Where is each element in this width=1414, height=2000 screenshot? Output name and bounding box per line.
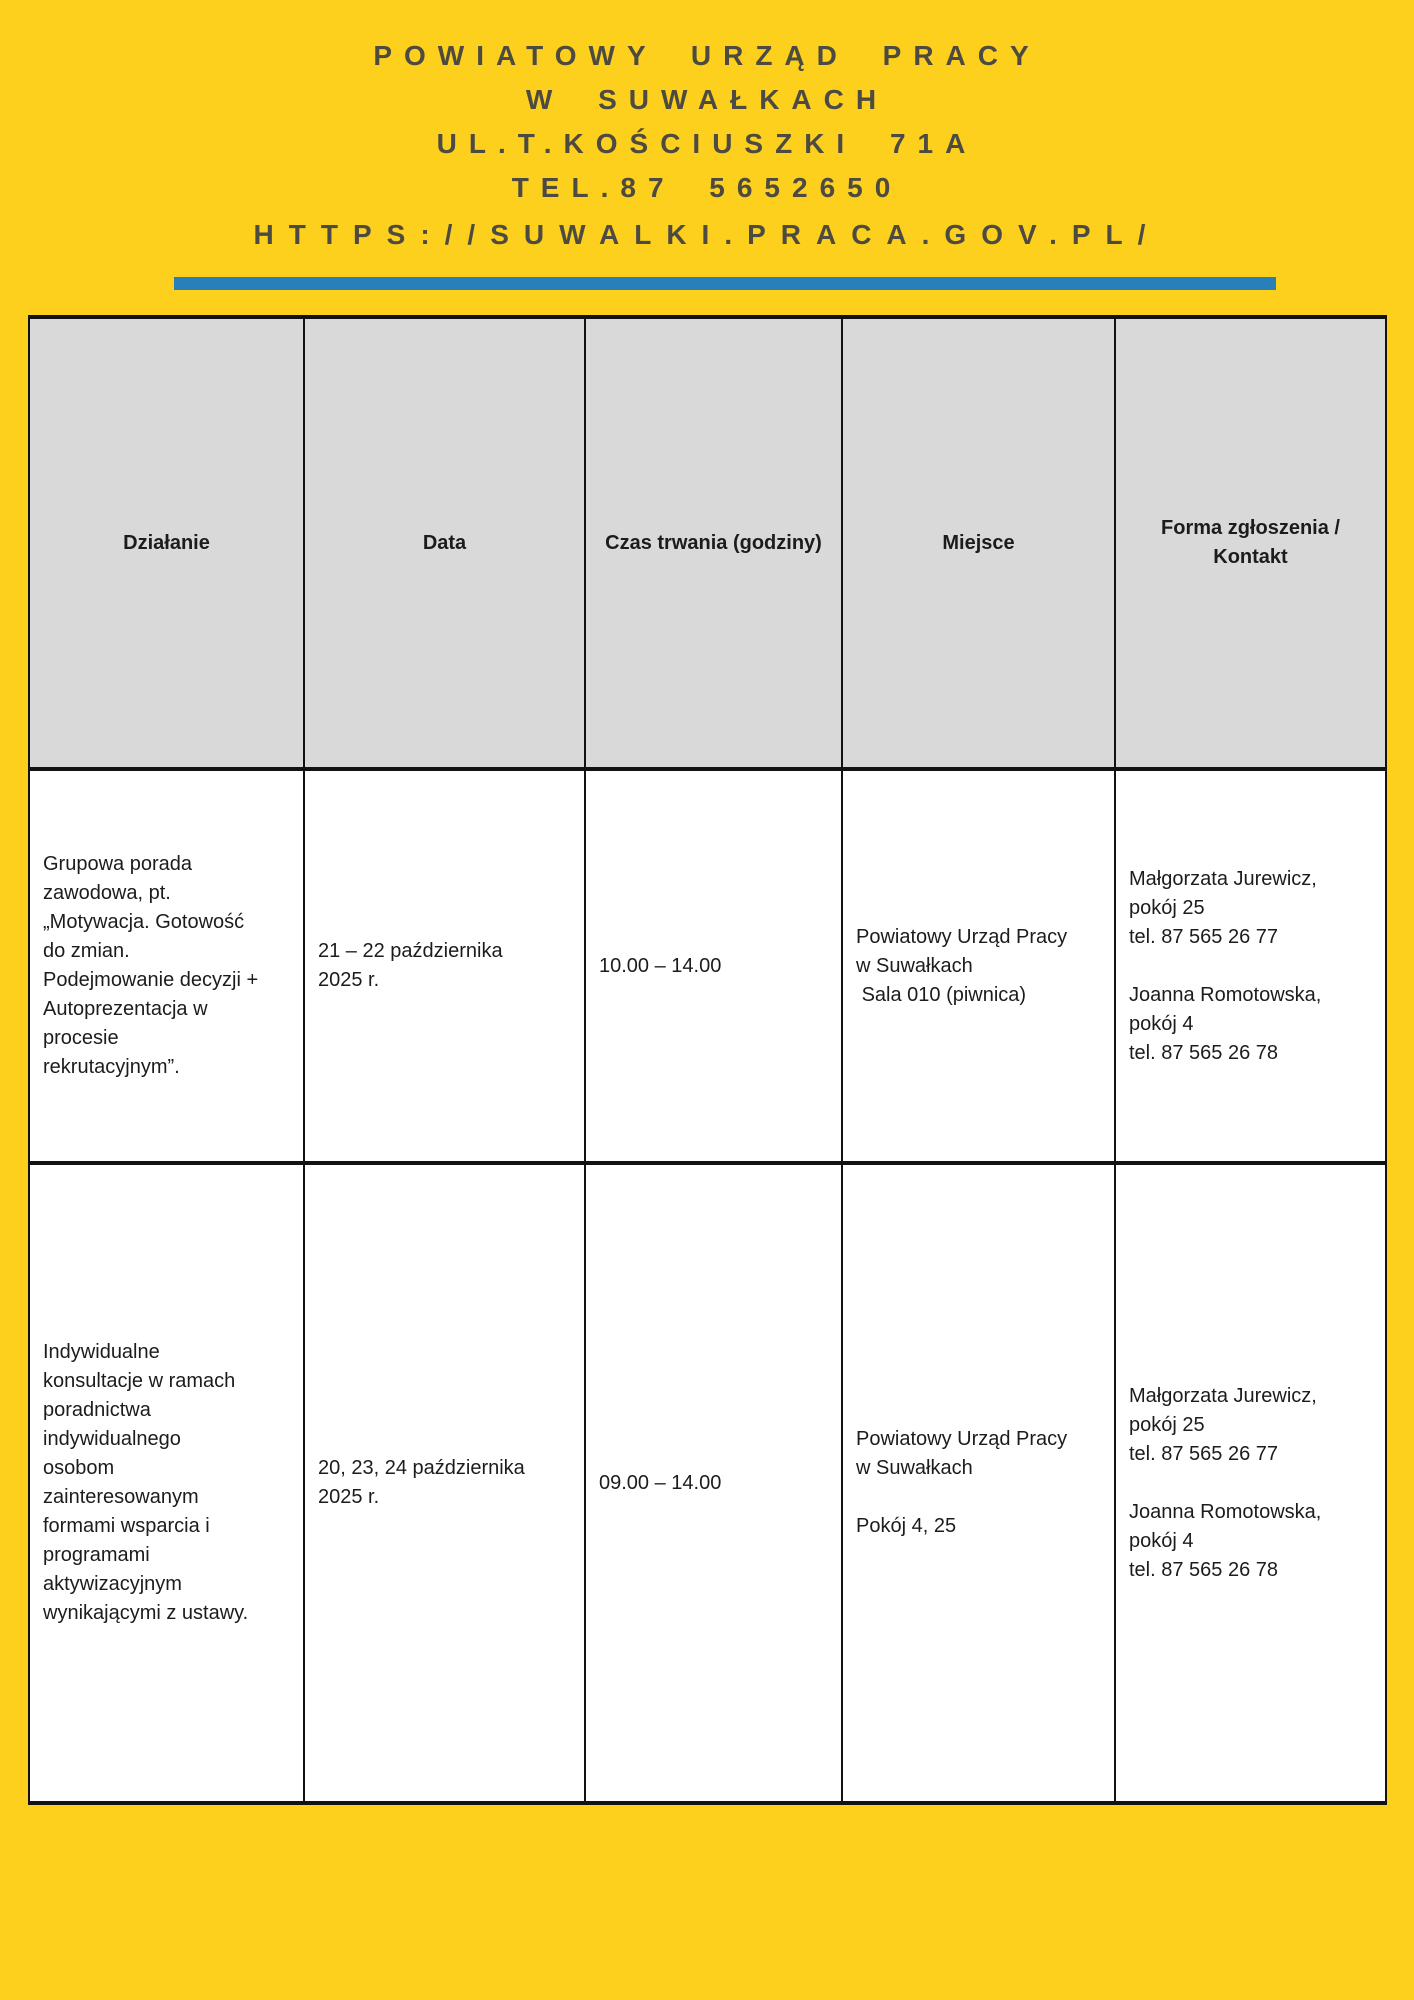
cell-action: Indywidualne konsultacje w ramach poradnictwa indywidualnego osobom zainteresowanym formami wsparcia i programami aktywizacyjnym wynikającymi z ustawy.: [29, 1163, 304, 1803]
divider-bar: [174, 277, 1276, 290]
org-name-line-2: W SUWAŁKACH: [525, 84, 889, 115]
org-name-line-1: POWIATOWY URZĄD PRACY: [373, 40, 1041, 71]
cell-time: 10.00 – 14.00: [585, 769, 842, 1163]
col-header-forma-zgloszenia-kontakt: Forma zgłoszenia / Kontakt: [1115, 317, 1386, 769]
cell-action: Grupowa porada zawodowa, pt. „Motywacja. Gotowość do zmian. Podejmowanie decyzji + Autoprezentacja w procesie rekrutacyjnym”.: [29, 769, 304, 1163]
org-phone-line: TEL.87 5652650: [511, 172, 903, 203]
table-row: [29, 1163, 1386, 1803]
col-header-data: Data: [304, 317, 585, 769]
cell-date: 20, 23, 24 października 2025 r.: [304, 1163, 585, 1803]
cell-place: Powiatowy Urząd Pracy w Suwałkach Sala 010 (piwnica): [842, 769, 1115, 1163]
cell-contact: Małgorzata Jurewicz, pokój 25 tel. 87 565 26 77 Joanna Romotowska, pokój 4 tel. 87 565 26 78: [1115, 769, 1386, 1163]
cell-date: 21 – 22 października 2025 r.: [304, 769, 585, 1163]
table-row: [29, 769, 1386, 1163]
letterhead: [0, 0, 1414, 258]
schedule-table: [28, 315, 1387, 1805]
cell-contact: Małgorzata Jurewicz, pokój 25 tel. 87 565 26 77 Joanna Romotowska, pokój 4 tel. 87 565 26 78: [1115, 1163, 1386, 1803]
table-header-row: [29, 317, 1386, 769]
col-header-dzialanie: Działanie: [29, 317, 304, 769]
org-address-line: UL.T.KOŚCIUSZKI 71A: [436, 128, 978, 159]
cell-place: Powiatowy Urząd Pracy w Suwałkach Pokój 4, 25: [842, 1163, 1115, 1803]
cell-time: 09.00 – 14.00: [585, 1163, 842, 1803]
col-header-czas-trwania: Czas trwania (godziny): [585, 317, 842, 769]
org-website-line: HTTPS://SUWALKI.PRACA.GOV.PL/: [253, 219, 1161, 250]
col-header-miejsce: Miejsce: [842, 317, 1115, 769]
